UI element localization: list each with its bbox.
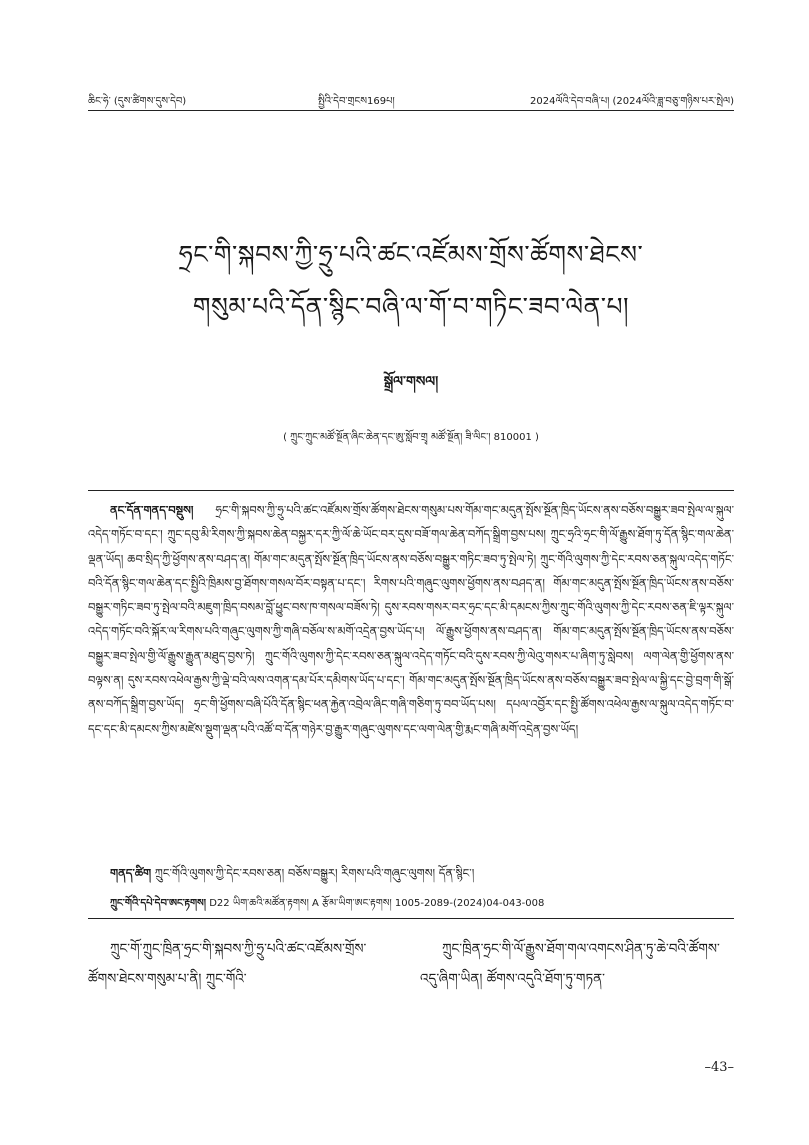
- issue-total-number: སྤྱིའི་དེབ་གྲངས169པ།: [318, 96, 395, 107]
- keywords-text: ཀྲུང་གོའི་ལུགས་ཀྱི་དེང་རབས་ཅན། བཅོས་བསྒྱུར། རིགས་པའི་གཞུང་ལུགས། དོན་སྙིང་།: [154, 866, 475, 880]
- header-divider: [88, 110, 734, 111]
- classification-text: D22 ཡིག་ཆའི་མཚོན་རྟགས། A རྩོམ་ཡིག་ཨང་རྟགས། 1005-2089-(2024)04-043-008: [209, 898, 545, 909]
- author-name: སྒྲོལ་གསལ།: [383, 374, 439, 390]
- keywords-line: [110, 860, 734, 893]
- abstract-label: ནང་དོན་གནད་བསྡུས།: [110, 503, 194, 517]
- body-column-left: [88, 934, 394, 994]
- classification-line: [110, 892, 734, 920]
- abstract-paragraph: [88, 498, 734, 741]
- abstract-top-divider: [88, 490, 734, 491]
- abstract-block: [88, 498, 734, 741]
- page-number: –43–: [704, 1060, 734, 1075]
- journal-name: ཆིང་ཧེ་ (དུས་ཚིགས་དུས་དེབ): [88, 96, 187, 107]
- keywords-label: གནད་ཚིག: [110, 866, 152, 880]
- classification-label: ཀྲུང་གོའི་དཔེ་དེབ་ཨང་རྟགས།: [110, 898, 207, 909]
- abstract-text: ཧྲང་གི་སྐབས་ཀྱི་ཧྲུ་པའི་ཚང་འཛོམས་གྲོས་ཚོགས་ཐེངས་གསུམ་པས་གོམ་གང་མདུན་སྤོས་སྔོན་ཁྲིད་ཡོངས་ནས་བཅོས་བསྒྱུར་ཟབ་སྤེལ་ལ་སྐུལ་འདེད་གཏོང་བ་དང་། ཀྲུང་དབུ་མི་རིགས་ཀྱི་སྐབས་ཆེན་བསྐྱར་དར་ཀྱི་ལོ་ཆེ་ཡོང་བར་དུས་བཟོ་གལ་ཆེན་བཀོད་སྒྲིག་བྱས་པས། ཀྲུང་ཧྲའི་ཧྲང་གི་ལོ་རྒྱུས་ཐོག་ཏུ་དོན་སྙིང་གལ་ཆེན་ལྡན་ཡོད། ཆབ་སྲིད་ཀྱི་ཕྱོགས་ནས་བཤད་ན། གོམ་གང་མདུན་སྤོས་སྔོན་ཁྲིད་ཡོངས་ནས་བཅོས་བསྒྱུར་གཏིང་ཟབ་ཏུ་སྤེལ་ཏེ། ཀྲུང་གོའི་ལུགས་ཀྱི་དེང་རབས་ཅན་སྐུལ་འདེད་གཏོང་བའི་དོན་སྙིང་གལ་ཆེན་དང་སྤྱིའི་ཁྲིམས་བྱ་ཐོགས་གསལ་བོར་བསྟན་པ་དང་། རིགས་པའི་གཞུང་ལུགས་ཕྱོགས་ནས་བཤད་ན། གོམ་གང་མདུན་སྤོས་སྔོན་ཁྲིད་ཡོངས་ནས་བཅོས་བསྒྱུར་གཏིང་ཟབ་ཏུ་སྤེལ་བའི་མཇུག་ཁྲིད་བསམ་བློ་ཕྱུང་བས་ཁ་གསལ་བཟོས་ཏེ། དུས་རབས་གསར་བར་ཧྲང་དང་མི་དམངས་ཀྱིས་ཀྲུང་གོའི་ལུགས་ཀྱི་དེང་རབས་ཅན་ཇི་ལྟར་སྐུལ་འདེད་གཏོང་བའི་སྐོར་ལ་རིགས་པའི་གཞུང་ལུགས་ཀྱི་གཞི་བཅོལ་ས་མགོ་འདྲེན་བྱས་ཡོད་པ། ལོ་རྒྱུས་ཕྱོགས་ནས་བཤད་ན། གོམ་གང་མདུན་སྤོས་སྔོན་ཁྲིད་ཡོངས་ནས་བཅོས་བསྒྱུར་ཟབ་སྤེལ་གྱི་ལོ་རྒྱུས་རྒྱུན་མཐུད་བྱས་ཏེ། ཀྲུང་གོའི་ལུགས་ཀྱི་དེང་རབས་ཅན་སྐུལ་འདེད་གཏོང་བའི་དུས་རབས་ཀྱི་ལེའུ་གསར་པ་ཞིག་ཏུ་སླེབས། ལག་ལེན་གྱི་ཕྱོགས་ནས་བལྟས་ན། དུས་རབས་འཕེལ་རྒྱས་ཀྱི་ལྡེ་བའི་ལས་འགན་དམ་པོར་དམིགས་ཡོད་པ་དང་། གོམ་གང་མདུན་སྤོས་སྔོན་ཁྲིད་ཡོངས་ནས་བཅོས་བསྒྱུར་ཟབ་སྤེལ་ལ་སྐྱི་དང་བྱེ་བྲག་གི་སྒོ་ནས་བཀོད་སྒྲིག་བྱས་ཡོད། ཧྲང་གི་ཕྱོགས་བཞི་པོའི་དོན་སྙིང་ཕན་རྐྱེན་འབྲེལ་ཞིང་གཞི་གཅིག་ཏུ་བབ་ཡོད་པས། དཔལ་འབྱོར་དང་སྤྱི་ཚོགས་འཕེལ་རྒྱས་ལ་སྐུལ་འདེད་གཏོང་བ་དང་དང་མི་དམངས་ཀྱིས་མཛེས་སྡུག་ལྡན་པའི་འཚོ་བ་དོན་གཉེར་བྱ་རྒྱུར་གཞུང་ལུགས་དང་ལག་ལེན་གྱི་རྨང་གཞི་མགོ་འདྲེན་བྱས་ཡོད།: [88, 503, 734, 736]
- running-header: [88, 88, 734, 106]
- article-title-line-1: ཧྲང་གི་སྐབས་ཀྱི་ཧྲུ་པའི་ཚང་འཛོམས་གྲོས་ཚོགས་ཐེངས་: [178, 240, 644, 269]
- body-paragraph: ཀྲུང་ཁྲིན་ཧྲང་གི་ལོ་རྒྱུས་ཐོག་གལ་འགངས་ཤིན་ཏུ་ཆེ་བའི་ཚོགས་འདུ་ཞིག་ཡིན། ཚོགས་འདུའི་ཐོག་ཏུ་གཏན་: [420, 941, 720, 987]
- author-affiliation: ( ཀྲུང་ཀྲུང་མཚོ་སྔོན་ཞིང་ཆེན་དང་ཨུ་སློབ་གྲྭ མཚོ་སྔོན། ཟི་ལིང་། 810001 ): [283, 432, 539, 443]
- issue-date: 2024ལོའི་དེབ་བཞི་པ། (2024ལོའི་ཟླ་བཅུ་གཉིས་པར་སྤེལ): [530, 96, 734, 107]
- article-title-line-2: གསུམ་པའི་དོན་སྙིང་བཞི་ལ་གོ་བ་གཏིང་ཟབ་ལེན་པ།: [192, 292, 630, 321]
- abstract-bottom-divider: [88, 918, 734, 919]
- body-column-right: [420, 934, 726, 994]
- body-paragraph: ཀྲུང་གོ་ཀྲུང་ཁྲིན་ཧྲང་གི་སྐབས་ཀྱི་ཧྲུ་པའི་ཚང་འཛོམས་གྲོས་ཚོགས་ཐེངས་གསུམ་པ་ནི། ཀྲུང་གོའི་: [88, 941, 367, 987]
